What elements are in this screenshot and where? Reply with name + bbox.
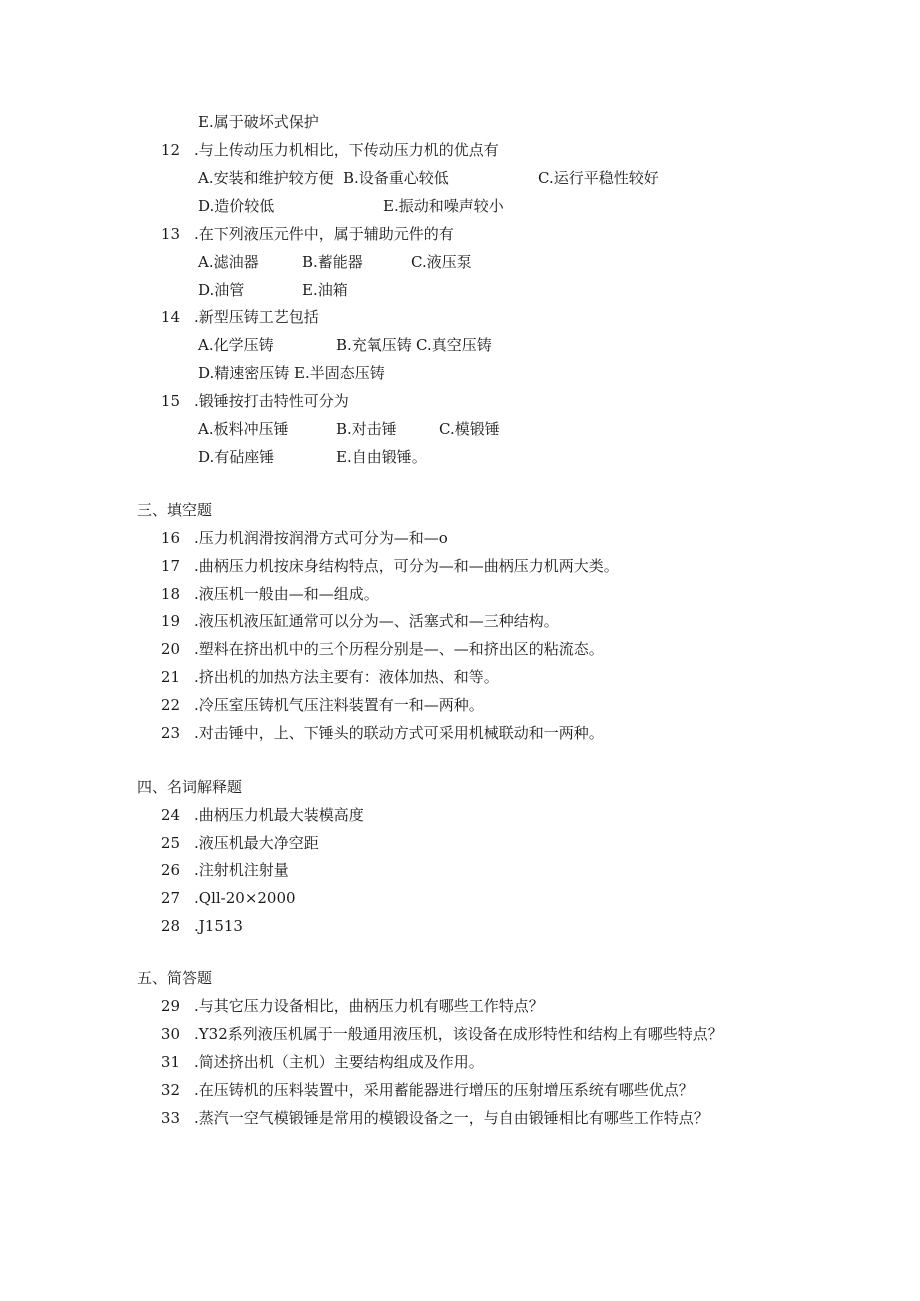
section-heading-fill-in: 三、填空题 (137, 501, 213, 519)
question-text: .液压机最大净空距 (194, 834, 319, 852)
section-heading-terms: 四、名词解释题 (137, 778, 243, 796)
question-text: .锻锤按打击特性可分为 (194, 392, 349, 410)
question-number: 13 (160, 225, 180, 243)
question-number: 14 (160, 308, 180, 326)
question-text: .与上传动压力机相比，下传动压力机的优点有 (194, 141, 499, 159)
option-e: E.振动和噪声较小 (383, 197, 504, 215)
question-text: .压力机润滑按润滑方式可分为—和—o (194, 529, 448, 547)
question-number: 33 (160, 1109, 180, 1127)
option-a: A.板料冲压锤 (198, 420, 289, 438)
option-d: D.精速密压铸 (198, 364, 290, 382)
question-text: .与其它压力设备相比，曲柄压力机有哪些工作特点？ (194, 997, 544, 1015)
question-number: 19 (160, 612, 180, 630)
question-text: .注射机注射量 (194, 861, 289, 879)
question-number: 15 (160, 392, 180, 410)
question-number: 12 (160, 141, 180, 159)
question-number: 29 (160, 997, 180, 1015)
option-b: B.对击锤 (336, 420, 397, 438)
question-text: .曲柄压力机按床身结构特点，可分为—和—曲柄压力机两大类。 (194, 557, 619, 575)
question-number: 20 (160, 640, 180, 658)
option-d: D.造价较低 (198, 197, 275, 215)
question-text: .Qll-20×2000 (194, 889, 296, 907)
question-number: 18 (160, 585, 180, 603)
option-d: D.油管 (198, 281, 245, 299)
option-c: C.真空压铸 (416, 336, 492, 354)
question-number: 27 (160, 889, 180, 907)
question-number: 28 (160, 917, 180, 935)
question-text: .挤出机的加热方法主要有：液体加热、和等。 (194, 668, 499, 686)
option-c: C.运行平稳性较好 (538, 169, 659, 187)
option-b: B.蓄能器 (302, 253, 363, 271)
question-text: .简述挤出机（主机）主要结构组成及作用。 (194, 1053, 484, 1071)
option-a: A.安装和维护较方便 (198, 169, 334, 187)
question-text: .蒸汽一空气模锻锤是常用的模锻设备之一，与自由锻锤相比有哪些工作特点？ (194, 1109, 709, 1127)
question-number: 16 (160, 529, 180, 547)
option-b: B.设备重心较低 (343, 169, 449, 187)
question-number: 24 (160, 806, 180, 824)
question-text: .曲柄压力机最大装模高度 (194, 806, 364, 824)
q11-option-e: E.属于破坏式保护 (198, 113, 319, 131)
question-number: 21 (160, 668, 180, 686)
option-c: C.模锻锤 (439, 420, 500, 438)
option-a: A.化学压铸 (198, 336, 274, 354)
question-text: .在下列液压元件中，属于辅助元件的有 (194, 225, 454, 243)
question-text: .在压铸机的压料装置中，采用蓄能器进行增压的压射增压系统有哪些优点？ (194, 1081, 694, 1099)
option-a: A.滤油器 (198, 253, 259, 271)
question-text: .塑料在挤出机中的三个历程分别是—、—和挤出区的粘流态。 (194, 640, 604, 658)
question-text: .冷压室压铸机气压注料装置有一和—两种。 (194, 696, 484, 714)
question-number: 32 (160, 1081, 180, 1099)
option-d: D.有砧座锤 (198, 448, 275, 466)
option-e: E.自由锻锤。 (336, 448, 427, 466)
question-number: 30 (160, 1025, 180, 1043)
section-heading-short-answer: 五、简答题 (137, 969, 213, 987)
question-text: .J1513 (194, 917, 243, 935)
question-number: 31 (160, 1053, 180, 1071)
option-c: C.液压泵 (411, 253, 472, 271)
question-text: .Y32系列液压机属于一般通用液压机，该设备在成形特性和结构上有哪些特点？ (194, 1025, 723, 1043)
question-number: 25 (160, 834, 180, 852)
question-text: .液压机液压缸通常可以分为—、活塞式和—三种结构。 (194, 612, 559, 630)
question-text: .对击锤中，上、下锤头的联动方式可采用机械联动和一两种。 (194, 724, 604, 742)
question-text: .液压机一般由—和—组成。 (194, 585, 379, 603)
question-number: 26 (160, 861, 180, 879)
question-number: 17 (160, 557, 180, 575)
question-number: 23 (160, 724, 180, 742)
question-text: .新型压铸工艺包括 (194, 308, 319, 326)
question-number: 22 (160, 696, 180, 714)
option-e: E.半固态压铸 (294, 364, 385, 382)
option-e: E.油箱 (302, 281, 348, 299)
option-b: B.充氧压铸 (336, 336, 412, 354)
